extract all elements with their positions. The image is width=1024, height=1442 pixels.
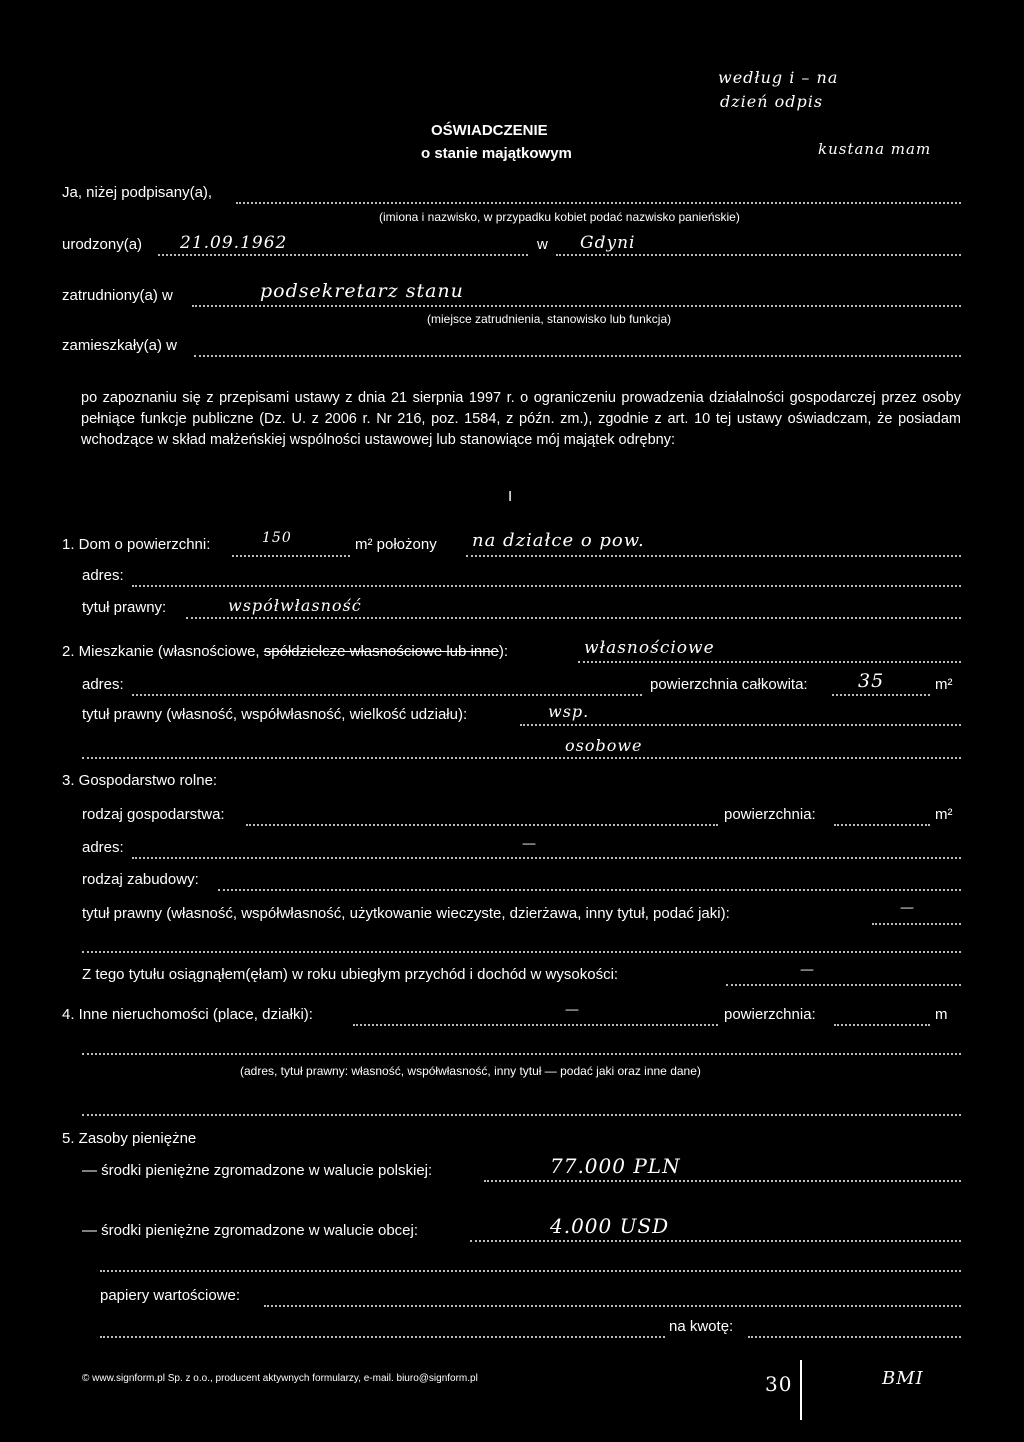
employed-hint: (miejsce zatrudnienia, stanowisko lub funkcja) <box>427 312 672 326</box>
employed-value: podsekretarz stanu <box>260 280 464 302</box>
born-in-label: w <box>537 236 548 253</box>
funds-pln-field[interactable] <box>484 1180 961 1182</box>
house-area-value: 150 <box>262 530 292 546</box>
employed-label: zatrudniony(a) w <box>62 287 173 304</box>
funds-label: 5. Zasoby pieniężne <box>62 1130 197 1147</box>
funds-securities-extra-field[interactable] <box>100 1336 665 1338</box>
apartment-label-start: 2. Mieszkanie (własnościowe, <box>62 643 264 660</box>
house-address-label: adres: <box>82 567 124 584</box>
funds-securities-label: papiery wartościowe: <box>100 1287 241 1304</box>
other-property-area-label: powierzchnia: <box>724 1006 816 1023</box>
apartment-address-field[interactable] <box>132 694 642 696</box>
funds-securities-field[interactable] <box>264 1305 961 1307</box>
section-marker: I <box>508 488 513 505</box>
born-label: urodzony(a) <box>62 236 143 253</box>
form-title: OŚWIADCZENIE <box>431 122 548 139</box>
handwritten-note-2: dzień odpis <box>720 92 824 111</box>
house-area-field[interactable] <box>232 555 350 557</box>
farm-area-label: powierzchnia: <box>724 806 816 823</box>
other-property-label: 4. Inne nieruchomości (place, działki): <box>62 1006 313 1023</box>
page-number: 30 <box>765 1372 793 1396</box>
funds-pln-label: — środki pieniężne zgromadzone w walucie polskiej: <box>82 1162 433 1179</box>
apartment-title-label: tytuł prawny (własność, współwłasność, wielkość udziału): <box>82 706 468 723</box>
farm-income-field[interactable] <box>726 984 961 986</box>
farm-income-label: Z tego tytułu osiągnąłem(ęłam) w roku ubiegłym przychód i dochód w wysokości: <box>82 966 619 983</box>
funds-foreign-label: — środki pieniężne zgromadzone w walucie obcej: <box>82 1222 419 1239</box>
farm-type-field[interactable] <box>246 824 718 826</box>
initials: BMI <box>882 1368 924 1389</box>
farm-address-value: — <box>522 836 537 852</box>
apartment-label-struck: spółdzielcze własnościowe lub inne <box>263 643 499 660</box>
funds-foreign-value: 4.000 USD <box>550 1214 670 1238</box>
other-property-value: — <box>565 1002 580 1018</box>
farm-area-unit: m² <box>935 806 953 823</box>
other-property-details-field[interactable] <box>82 1053 961 1055</box>
farm-title-extra-field[interactable] <box>82 951 961 953</box>
handwritten-note-1: według i – na <box>718 68 839 87</box>
apartment-label-end: ): <box>498 643 509 660</box>
farm-address-field[interactable] <box>132 857 961 859</box>
born-date-value: 21.09.1962 <box>180 233 288 253</box>
apartment-type-value: własnościowe <box>584 638 715 658</box>
house-title-label: tytuł prawny: <box>82 599 167 616</box>
other-property-details-field-2[interactable] <box>82 1114 961 1116</box>
apartment-address-label: adres: <box>82 676 124 693</box>
resident-field[interactable] <box>194 355 961 357</box>
employed-field[interactable] <box>192 305 961 307</box>
apartment-area-unit: m² <box>935 676 953 693</box>
apartment-extra-value: osobowe <box>565 736 643 755</box>
apartment-label <box>62 643 508 661</box>
apartment-title-value: wsp. <box>548 702 590 721</box>
house-location-field[interactable] <box>466 555 961 557</box>
declarant-hint: (imiona i nazwisko, w przypadku kobiet podać nazwisko panieńskie) <box>379 210 740 224</box>
funds-amount-label: na kwotę: <box>669 1318 734 1335</box>
other-property-field[interactable] <box>353 1024 718 1026</box>
apartment-area-field[interactable] <box>832 694 930 696</box>
declarant-field[interactable] <box>236 202 961 204</box>
intro-paragraph: po zapoznaniu się z przepisami ustawy z dnia 21 sierpnia 1997 r. o ograniczeniu prowadzenia działalności gospodarczej przez osoby pełniące funkcje publiczne (Dz. U. z 2006 r. Nr 216, poz. 1584, z późn. zm.), zgodnie z art. 10 tej ustawy oświadczam, że posiadam wchodzące w skład małżeńskiej wspólności ustawowej lub stanowiące mój majątek odrębny: <box>81 390 961 448</box>
apartment-area-value: 35 <box>858 670 885 692</box>
apartment-title-field[interactable] <box>520 724 961 726</box>
farm-address-label: adres: <box>82 839 124 856</box>
apartment-extra-field[interactable] <box>82 757 961 759</box>
house-label: 1. Dom o powierzchni: <box>62 536 211 553</box>
other-property-hint: (adres, tytuł prawny: własność, współwłasność, inny tytuł — podać jaki oraz inne dane) <box>240 1064 701 1078</box>
farm-type-label: rodzaj gospodarstwa: <box>82 806 225 823</box>
farm-income-value: — <box>800 962 815 978</box>
house-title-field[interactable] <box>186 617 961 619</box>
born-date-field[interactable] <box>158 254 528 256</box>
farm-label: 3. Gospodarstwo rolne: <box>62 772 218 789</box>
page-number-divider <box>800 1360 802 1420</box>
farm-title-value: — <box>900 900 915 916</box>
handwritten-note-3: kustana mam <box>818 140 932 158</box>
apartment-area-label: powierzchnia całkowita: <box>650 676 808 693</box>
funds-pln-value: 77.000 PLN <box>550 1154 681 1178</box>
house-location-value: na działce o pow. <box>472 530 645 551</box>
farm-title-label: tytuł prawny (własność, współwłasność, użytkowanie wieczyste, dzierżawa, inny tytuł, podać jaki): <box>82 905 730 922</box>
funds-foreign-extra-field[interactable] <box>100 1270 961 1272</box>
farm-buildings-label: rodzaj zabudowy: <box>82 871 199 888</box>
form-subtitle: o stanie majątkowym <box>421 145 572 162</box>
house-unit-label: m² położony <box>355 536 437 553</box>
resident-label: zamieszkały(a) w <box>62 337 178 354</box>
farm-area-field[interactable] <box>834 824 930 826</box>
house-address-field[interactable] <box>132 585 961 587</box>
funds-amount-field[interactable] <box>748 1336 961 1338</box>
born-place-field[interactable] <box>556 254 961 256</box>
apartment-type-field[interactable] <box>578 661 961 663</box>
declarant-label: Ja, niżej podpisany(a), <box>62 184 213 201</box>
farm-title-field[interactable] <box>872 923 961 925</box>
funds-foreign-field[interactable] <box>470 1240 961 1242</box>
other-property-area-field[interactable] <box>834 1024 930 1026</box>
other-property-unit: m <box>935 1006 948 1023</box>
publisher-footer: © www.signform.pl Sp. z o.o., producent aktywnych formularzy, e-mail. biuro@signform.pl <box>82 1373 478 1384</box>
born-place-value: Gdyni <box>580 233 636 253</box>
house-title-value: współwłasność <box>228 596 362 615</box>
farm-buildings-field[interactable] <box>218 889 961 891</box>
